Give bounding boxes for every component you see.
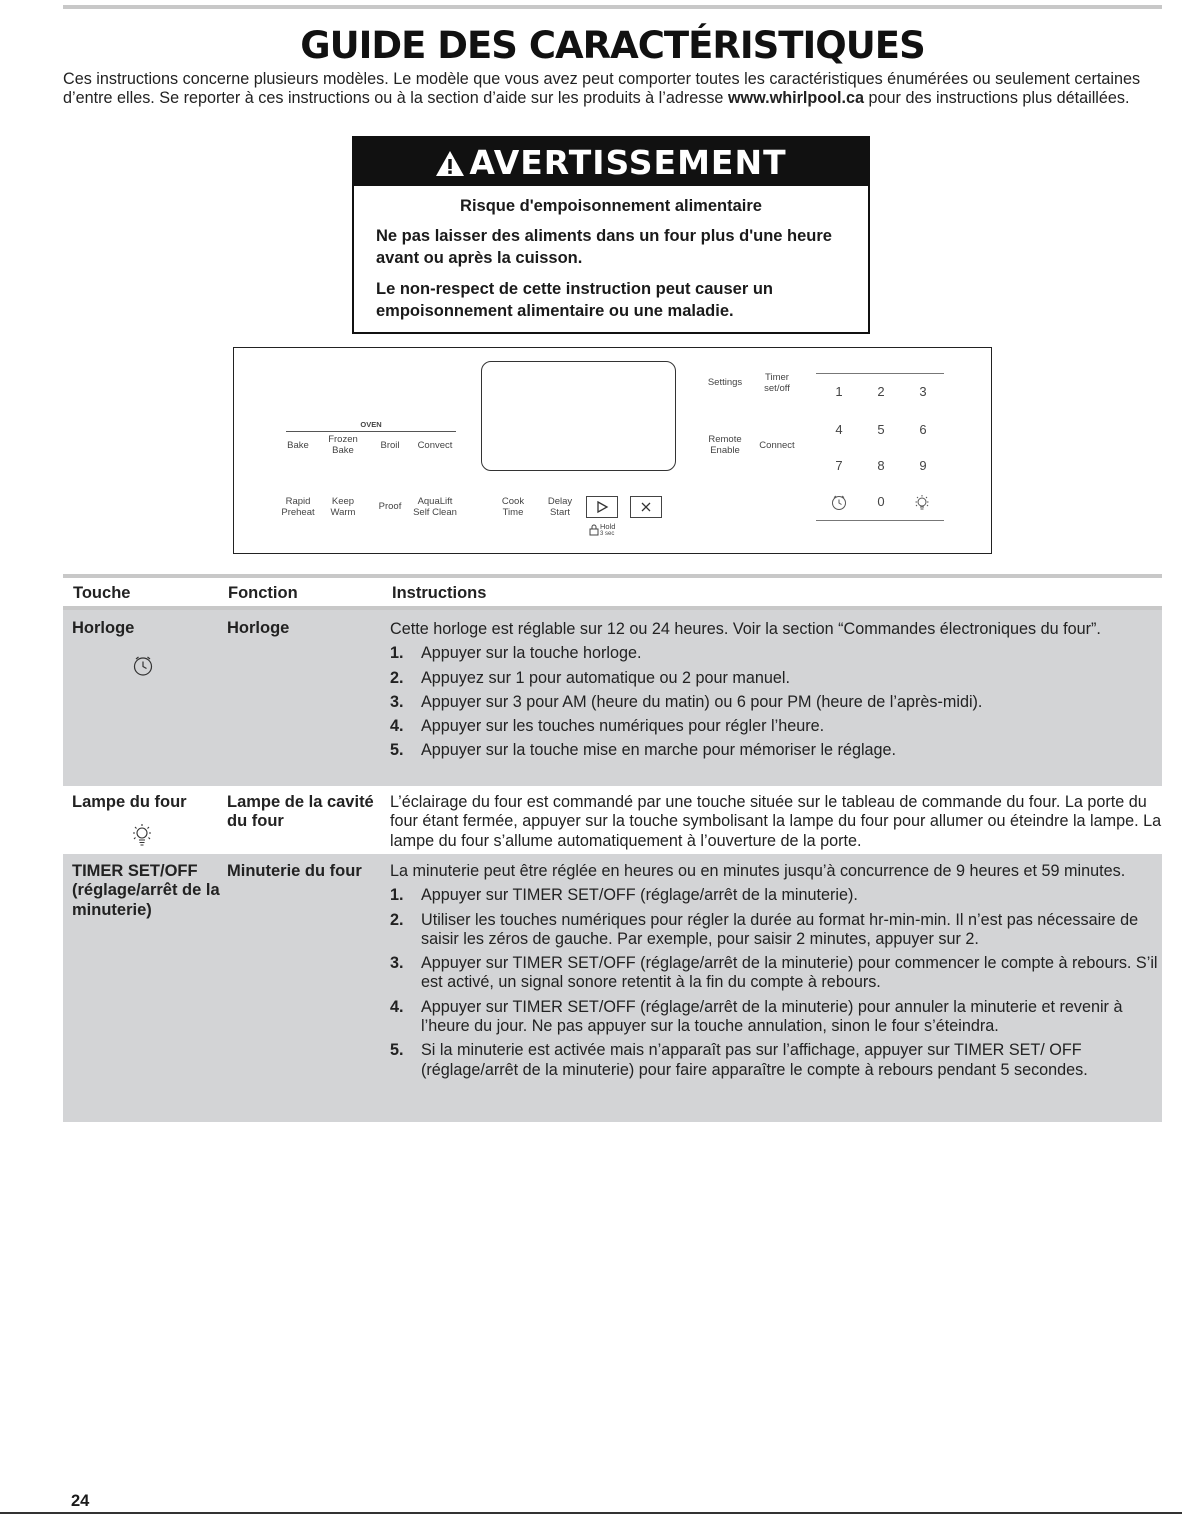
page-title: GUIDE DES CARACTÉRISTIQUES xyxy=(300,24,925,67)
list-item: 4. Appuyer sur TIMER SET/OFF (réglage/arrêt de la minuterie) pour annuler la minuterie et revenir à l’heure du jour. Ne pas appuyer sur la touche annulation, sinon le four s’éteindra. xyxy=(390,997,1123,1036)
intro-text: Ces instructions concerne plusieurs modèles. Le modèle que vous avez peut comporter toutes les caractéristiques énumérées ou seulement certaines d’entre elles. Se reporter à ces instructions ou à la section d’aide sur les produits à l’adresse xyxy=(63,70,1141,108)
step-text: Appuyer sur TIMER SET/OFF (réglage/arrêt de la minuterie) pour commencer le compte à rebours. S’il est activé, un signal sonore retentit à la fin du compte à rebours. xyxy=(421,954,1158,992)
proof-key[interactable]: Proof xyxy=(378,501,402,512)
hold-seconds-label: 3 sec xyxy=(600,531,615,537)
convect-key[interactable]: Convect xyxy=(417,440,453,451)
keep-warm-key[interactable]: Keep Warm xyxy=(330,496,356,518)
keypad-4[interactable]: 4 xyxy=(835,422,843,437)
oven-light-icon xyxy=(130,823,154,847)
row-touche: TIMER SET/OFF (réglage/arrêt de la minuterie) xyxy=(72,862,220,919)
keypad-9[interactable]: 9 xyxy=(919,458,927,473)
row-touche: Lampe du four xyxy=(72,793,187,811)
close-icon xyxy=(639,500,653,514)
list-item: 5. Appuyer sur la touche mise en marche pour mémoriser le réglage. xyxy=(390,741,897,760)
rapid-preheat-key[interactable]: Rapid Preheat xyxy=(281,496,315,518)
keypad-0[interactable]: 0 xyxy=(877,494,885,509)
keypad-5[interactable]: 5 xyxy=(877,422,885,437)
timer-set-off-key[interactable]: Timer set/off xyxy=(764,372,790,394)
warning-heading-text: AVERTISSEMENT xyxy=(469,143,787,182)
start-button[interactable] xyxy=(586,496,618,518)
oven-label: OVEN xyxy=(360,420,382,429)
warning-triangle-icon xyxy=(435,150,465,177)
control-panel-diagram xyxy=(233,347,992,554)
list-item: 1. Appuyer sur la touche horloge. xyxy=(390,644,642,663)
step-text: Appuyer sur 3 pour AM (heure du matin) ou 6 pour PM (heure de l’après-midi). xyxy=(421,692,983,711)
step-text: Si la minuterie est activée mais n’apparaît pas sur l’affichage, appuyer sur TIMER SET/ OFF (réglage/arrêt de la minuterie) pour faire apparaître le compte à rebours pendant 5 secondes. xyxy=(421,1041,1088,1079)
row-intro: L’éclairage du four est commandé par une touche située sur le tableau de commande du four. La porte du four étant fermée, appuyer sur la touche symbolisant la lampe du four pour allumer ou éteindre la lampe. La lampe du four s’allume automatiquement à l’ouverture de la porte. xyxy=(390,793,1162,850)
row-instructions xyxy=(390,862,1160,1080)
list-item: 1. Appuyer sur TIMER SET/OFF (réglage/arrêt de la minuterie). xyxy=(390,886,858,905)
step-text: Appuyer sur TIMER SET/OFF (réglage/arrêt de la minuterie) pour annuler la minuterie et revenir à l’heure du jour. Ne pas appuyer sur la touche annulation, sinon le four s’éteindra. xyxy=(421,997,1123,1036)
step-text: Appuyez sur 1 pour automatique ou 2 pour manuel. xyxy=(421,668,790,687)
step-text: Appuyer sur les touches numériques pour régler l’heure. xyxy=(421,717,825,736)
page-number: 24 xyxy=(71,1492,90,1510)
keypad-bottom-line xyxy=(816,520,944,521)
row-instructions xyxy=(390,793,1165,851)
settings-key[interactable]: Settings xyxy=(707,377,743,388)
keypad-2[interactable]: 2 xyxy=(877,384,885,399)
keypad-8[interactable]: 8 xyxy=(877,458,885,473)
cancel-button[interactable] xyxy=(630,496,662,518)
list-item: 2. Utiliser les touches numériques pour régler la durée au format hr-min-min. Il n’est pas nécessaire de saisir les zéros de gauche. Par exemple, pour saisir 2 minutes, appuyer sur 2. xyxy=(390,910,1139,948)
website-link[interactable]: www.whirlpool.ca xyxy=(727,89,865,108)
row-fonction: Horloge xyxy=(227,619,290,637)
row-intro: La minuterie peut être réglée en heures ou en minutes jusqu’à concurrence de 9 heures et 59 minutes. xyxy=(390,862,1126,880)
list-item: 3. Appuyer sur 3 pour AM (heure du matin) ou 6 pour PM (heure de l’après-midi). xyxy=(390,692,983,711)
oven-light-icon[interactable] xyxy=(913,494,931,512)
intro-paragraph xyxy=(63,70,1163,109)
step-text: Utiliser les touches numériques pour régler la durée au format hr-min-min. Il n’est pas nécessaire de saisir les zéros de gauche. Par exemple, pour saisir 2 minutes, appuyer sur 2. xyxy=(421,910,1139,948)
bake-key[interactable]: Bake xyxy=(287,440,309,451)
bottom-rule xyxy=(0,1512,1182,1514)
list-item: 4. Appuyer sur les touches numériques pour régler l’heure. xyxy=(390,717,825,736)
lock-icon xyxy=(589,524,599,536)
list-item: 5. Si la minuterie est activée mais n’apparaît pas sur l’affichage, appuyer sur TIMER SET/ OFF (réglage/arrêt de la minuterie) pour faire apparaître le compte à rebours pendant 5 secondes. xyxy=(390,1041,1088,1079)
col-header-touche: Touche xyxy=(73,584,131,602)
step-text: Appuyer sur la touche horloge. xyxy=(421,644,642,663)
warning-risk: Risque d'empoisonnement alimentaire xyxy=(460,197,762,215)
col-header-fonction: Fonction xyxy=(228,584,298,602)
step-text: Appuyer sur TIMER SET/OFF (réglage/arrêt de la minuterie). xyxy=(421,886,858,905)
cook-time-key[interactable]: Cook Time xyxy=(501,496,525,518)
aqualift-self-clean-key[interactable]: AquaLift Self Clean xyxy=(413,496,457,518)
table-top-rule xyxy=(63,574,1162,578)
step-text: Appuyer sur la touche mise en marche pour mémoriser le réglage. xyxy=(421,741,897,760)
row-intro: Cette horloge est réglable sur 12 ou 24 heures. Voir la section “Commandes électroniques du four”. xyxy=(390,620,1101,638)
hold-label: Hold xyxy=(600,522,616,531)
warning-box xyxy=(352,136,870,334)
table-row xyxy=(63,786,1162,854)
top-rule xyxy=(63,5,1162,9)
intro-text-end: pour des instructions plus détaillées. xyxy=(864,89,1130,108)
keypad-6[interactable]: 6 xyxy=(919,422,927,437)
row-touche: Horloge xyxy=(72,619,135,637)
clock-icon xyxy=(132,655,154,677)
keypad-7[interactable]: 7 xyxy=(835,458,843,473)
list-item: 2. Appuyez sur 1 pour automatique ou 2 pour manuel. xyxy=(390,668,790,687)
list-item: 3. Appuyer sur TIMER SET/OFF (réglage/arrêt de la minuterie) pour commencer le compte à rebours. S’il est activé, un signal sonore retentit à la fin du compte à rebours. xyxy=(390,954,1158,992)
play-icon xyxy=(595,500,609,514)
keypad-top-line xyxy=(816,373,944,374)
row-fonction: Lampe de la cavité du four xyxy=(227,793,374,831)
col-header-instructions: Instructions xyxy=(392,584,487,602)
table-row xyxy=(63,610,1162,786)
warning-line-2: Le non-respect de cette instruction peut causer un empoisonnement alimentaire ou une maladie. xyxy=(376,280,773,320)
keypad-1[interactable]: 1 xyxy=(835,384,843,399)
remote-enable-key[interactable]: Remote Enable xyxy=(708,434,742,456)
broil-key[interactable]: Broil xyxy=(380,440,400,451)
oven-divider xyxy=(286,431,456,432)
row-instructions xyxy=(390,620,1160,761)
panel-display xyxy=(481,361,676,471)
frozen-bake-key[interactable]: Frozen Bake xyxy=(328,434,358,456)
delay-start-key[interactable]: Delay Start xyxy=(547,496,573,518)
warning-heading xyxy=(354,138,868,186)
keypad-3[interactable]: 3 xyxy=(919,384,927,399)
table-row xyxy=(63,854,1162,1122)
clock-icon[interactable] xyxy=(831,495,847,511)
connect-key[interactable]: Connect xyxy=(759,440,795,451)
row-fonction: Minuterie du four xyxy=(227,862,362,880)
warning-line-1: Ne pas laisser des aliments dans un four plus d'une heure avant ou après la cuisson. xyxy=(376,227,832,267)
